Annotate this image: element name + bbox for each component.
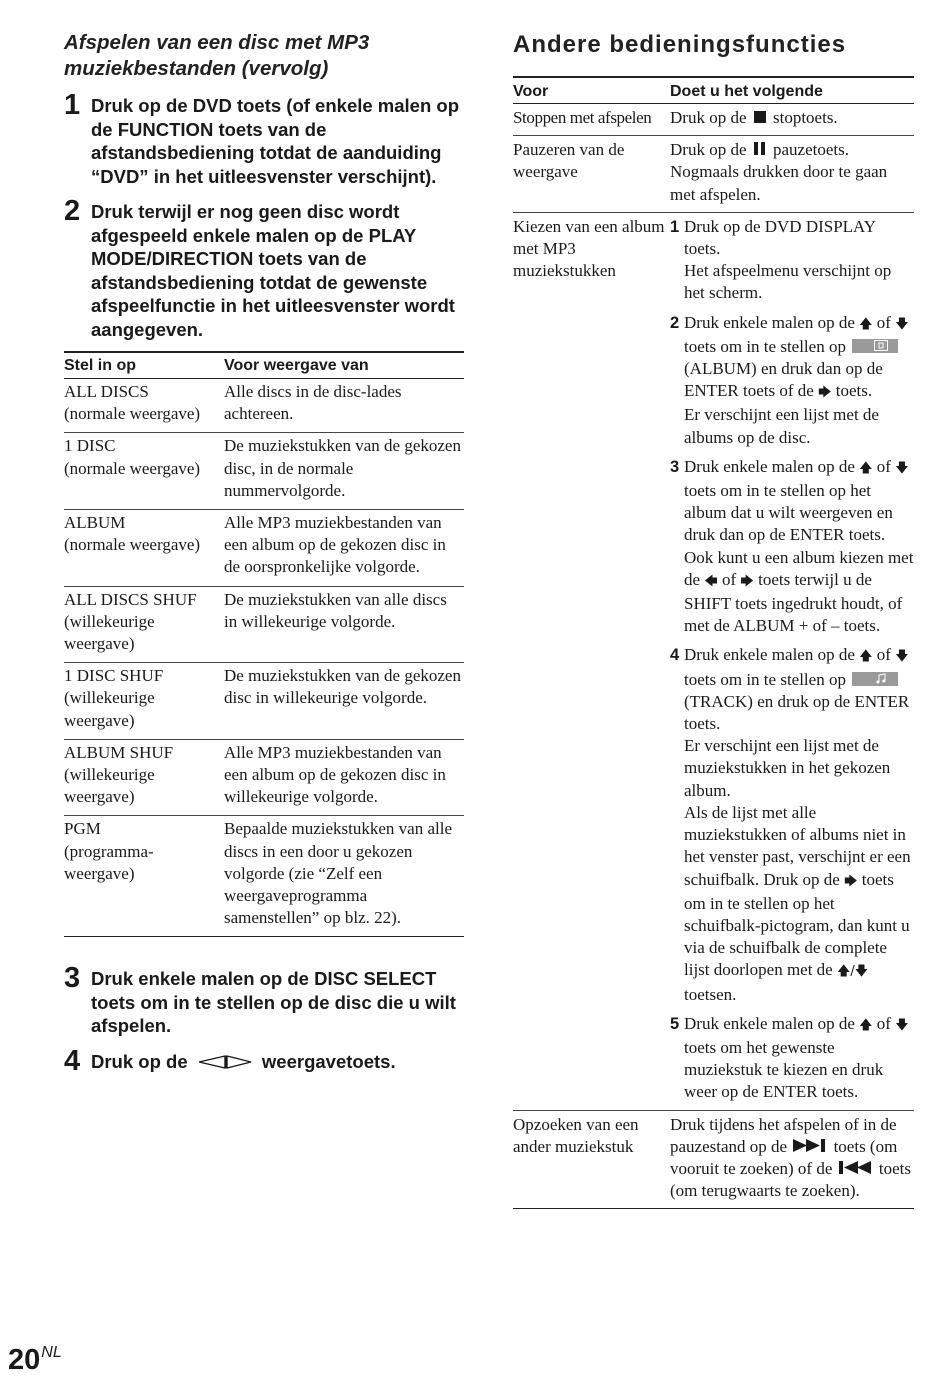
- function-desc: Druk op de pauzetoets. Nogmaals drukken door te gaan met afspelen.: [670, 136, 914, 213]
- description-cell: De muziekstukken van alle discs in willekeurige volgorde.: [224, 586, 464, 663]
- function-desc: Druk op de stoptoets.: [670, 104, 914, 136]
- column-header: Voor weergave van: [224, 352, 464, 379]
- album-menu-icon: [852, 339, 898, 353]
- step-3: [64, 962, 464, 1038]
- section-title: Andere bedieningsfuncties: [513, 31, 847, 58]
- setting-cell: ALBUM (normale weergave): [64, 510, 224, 587]
- sub-step-1: 1 Druk op de DVD DISPLAY toets. Het afspeelmenu verschijnt op het scherm.: [670, 216, 892, 303]
- table-row: [64, 586, 464, 663]
- arrow-down-icon: 🡇: [895, 460, 909, 476]
- functions-table: [513, 76, 914, 1209]
- next-track-icon: [793, 1136, 827, 1158]
- left-column: [64, 30, 464, 1075]
- table-row: [64, 663, 464, 740]
- previous-track-icon: [839, 1158, 873, 1180]
- arrow-right-icon: 🡆: [740, 573, 754, 589]
- step-1: [64, 89, 464, 188]
- description-cell: Bepaalde muziekstukken van alle discs in een door u gekozen volgorde (zie “Zelf een weergaveprogramma samenstellen” op blz. 22).: [224, 816, 464, 937]
- setting-cell: ALL DISCS SHUF (willekeurige weergave): [64, 586, 224, 663]
- arrow-up-icon: 🡅: [859, 649, 873, 665]
- arrow-right-icon: 🡆: [844, 873, 858, 889]
- column-header: Stel in op: [64, 352, 224, 379]
- play-mode-table: [64, 351, 464, 937]
- description-cell: De muziekstukken van de gekozen disc in willekeurige volgorde.: [224, 663, 464, 740]
- table-row: [513, 136, 914, 213]
- page-number: $20^{NL}$: [8, 1344, 62, 1376]
- table-row: [513, 212, 914, 1110]
- stop-icon: [754, 111, 766, 123]
- step-2: [64, 195, 464, 341]
- step-number: 3: [64, 962, 81, 995]
- table-row: [64, 433, 464, 510]
- step-text: Druk terwijl er nog geen disc wordt afgespeeld enkele malen op de PLAY MODE/DIRECTION toets van de afstandsbediening totdat de gewenste afspeelfunctie in het uitleesvenster wordt aangegeven.: [91, 201, 455, 340]
- arrow-down-icon: 🡇: [895, 649, 909, 665]
- arrow-down-icon: 🡇: [895, 1017, 909, 1033]
- function-label: Opzoeken van een ander muziekstuk: [513, 1110, 670, 1209]
- function-label: Stoppen met afspelen: [513, 104, 670, 136]
- description-cell: Alle discs in de disc-lades achtereen.: [224, 379, 464, 433]
- table-header-row: [64, 352, 464, 379]
- arrow-up-icon: 🡅: [859, 460, 873, 476]
- pause-icon: [754, 139, 766, 161]
- table-row: [64, 739, 464, 816]
- step-number: 4: [64, 1044, 81, 1077]
- step-text: Druk enkele malen op de DISC SELECT toets om in te stellen op de disc die u wilt afspelen.: [91, 968, 456, 1037]
- sub-step-3: 3 Druk enkele malen op de 🡅 of 🡇 toets om in te stellen op het album dat u wilt weergeven en druk dan op de ENTER toets. Ook kunt u een album kiezen met de 🡄 of 🡆 toets terwijl u de SHIFT toets ingedrukt houdt, of met de ALBUM + of – toets.: [670, 456, 914, 636]
- sub-step-5: 5 Druk enkele malen op de 🡅 of 🡇 toets om het gewenste muziekstuk te kiezen en druk weer op de ENTER toets.: [670, 1013, 909, 1102]
- column-header: Doet u het volgende: [670, 77, 914, 104]
- function-label: Pauzeren van de weergave: [513, 136, 670, 213]
- section-title: Afspelen van een disc met MP3 muziekbestanden (vervolg): [64, 31, 370, 80]
- function-desc: [670, 212, 914, 1110]
- step-number: 1: [64, 89, 81, 121]
- arrow-down-icon: 🡇: [895, 316, 909, 332]
- table-row: [513, 1110, 914, 1209]
- setting-cell: PGM (programma- weergave): [64, 816, 224, 937]
- step-text: Druk op de weergavetoets.: [91, 1051, 396, 1072]
- sub-step-4: 4 Druk enkele malen op de 🡅 of 🡇 toets om in te stellen op (TRACK) en druk op de ENTER toets. Er verschijnt een lijst met de muziekstukken in het gekozen album. Als de lijst met alle muziekstukken of albums niet in het venster past, verschijnt er een schuifbalk. Druk op de 🡆 toets om in te stellen op het schuifbalk-pictogram, dan kunt u via de schuifbalk de complete lijst doorlopen met de 🡅/🡇 toetsen.: [670, 645, 911, 1004]
- column-header: Voor: [513, 77, 670, 104]
- description-cell: Alle MP3 muziekbestanden van een album op de gekozen disc in de oorspronkelijke volgorde.: [224, 510, 464, 587]
- setting-cell: 1 DISC (normale weergave): [64, 433, 224, 510]
- right-column: [513, 30, 914, 1209]
- table-header-row: [513, 77, 914, 104]
- arrow-up-icon: 🡅: [859, 316, 873, 332]
- setting-cell: ALBUM SHUF (willekeurige weergave): [64, 739, 224, 816]
- function-label: Kiezen van een album met MP3 muziekstukken: [513, 212, 670, 1110]
- function-desc: Druk tijdens het afspelen of in de pauzestand op de toets (om vooruit te zoeken) of de toets (om terugwaarts te zoeken).: [670, 1110, 914, 1209]
- description-cell: Alle MP3 muziekbestanden van een album op de gekozen disc in willekeurige volgorde.: [224, 739, 464, 816]
- step-text: Druk op de DVD toets (of enkele malen op de FUNCTION toets van de afstandsbediening totdat de aanduiding “DVD” in het uitleesvenster verschijnt).: [91, 95, 460, 187]
- sub-step-2: 2 Druk enkele malen op de 🡅 of 🡇 toets om in te stellen op (ALBUM) en druk dan op de ENTER toets of de 🡆 toets. Er verschijnt een lijst met de albums op de disc.: [670, 312, 909, 447]
- table-row: [64, 510, 464, 587]
- table-row: [64, 379, 464, 433]
- arrow-right-icon: 🡆: [818, 385, 832, 401]
- setting-cell: ALL DISCS (normale weergave): [64, 379, 224, 433]
- play-pause-symbol-icon: [197, 1052, 253, 1076]
- table-row: [64, 816, 464, 937]
- step-4: [64, 1044, 464, 1077]
- table-row: [513, 104, 914, 136]
- arrow-left-icon: 🡄: [704, 573, 718, 589]
- description-cell: De muziekstukken van de gekozen disc, in de normale nummervolgorde.: [224, 433, 464, 510]
- arrow-up-icon: 🡅: [859, 1017, 873, 1033]
- setting-cell: 1 DISC SHUF (willekeurige weergave): [64, 663, 224, 740]
- step-number: 2: [64, 195, 81, 227]
- arrow-up-down-icon: 🡅/🡇: [836, 964, 869, 980]
- track-menu-icon: [852, 672, 898, 686]
